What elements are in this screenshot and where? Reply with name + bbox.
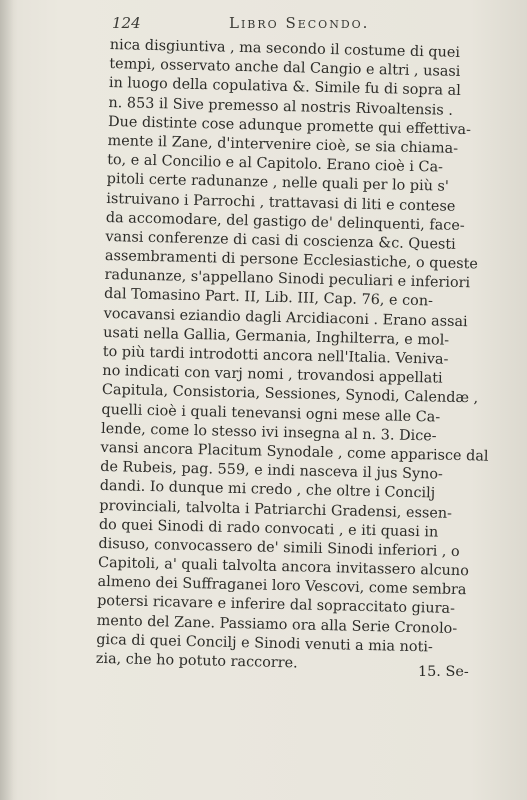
text-line: vocavansi eziandio dagli Arcidiaconi . Erano assai bbox=[103, 305, 468, 330]
text-line: mento del Zane. Passiamo ora alla Serie Cronolo- bbox=[96, 612, 458, 637]
text-line: dandi. Io dunque mi credo , che oltre i Concilj bbox=[99, 478, 436, 502]
text-line: in luogo della copulativa &. Simile fu di sopra al bbox=[108, 75, 461, 100]
running-header bbox=[112, 14, 432, 38]
text-line: mente il Zane, d'intervenire cioè, se sia chiama- bbox=[107, 132, 459, 157]
text-line: n. 853 il Sive premesso al nostris Rivoaltensis . bbox=[108, 94, 454, 119]
text-line: disuso, convocassero de' simili Sinodi inferiori , o bbox=[98, 535, 460, 560]
text-line: istruivano i Parrochi , trattavasi di liti e contese bbox=[106, 190, 456, 215]
text-line: de Rubeis, pag. 559, e indi nasceva il jus Syno- bbox=[100, 459, 444, 483]
running-title: Libro Secondo. bbox=[229, 14, 370, 32]
text-line: to più tardi introdotti ancora nell'Italia. Veniva- bbox=[102, 343, 449, 368]
text-line: do quei Sinodi di rado convocati , e iti quasi in bbox=[98, 516, 439, 541]
text-line: no indicati con varj nomi , trovandosi appellati bbox=[102, 363, 443, 387]
catchword: 15. Se- bbox=[418, 664, 469, 680]
text-line: Due distinte cose adunque promette qui effettiva- bbox=[107, 113, 472, 138]
text-line: quelli cioè i quali tenevansi ogni mese alle Ca- bbox=[101, 401, 441, 426]
text-line: lende, come lo stesso ivi insegna al n. 3. Dice- bbox=[100, 420, 437, 445]
text-line: dal Tomasino Part. II, Lib. III, Cap. 76, e con- bbox=[103, 286, 434, 310]
text-line: vansi ancora Placitum Synodale , come apparisce dal bbox=[100, 439, 489, 465]
text-line: gica di quei Concilj e Sinodi venuti a mia noti- bbox=[96, 631, 433, 656]
text-line: zia, che ho potuto raccorre. bbox=[95, 650, 298, 672]
text-line: to, e al Concilio e al Capitolo. Erano cioè i Ca- bbox=[107, 152, 444, 176]
text-line: tempi, osservato anche dal Cangio e altri , usasi bbox=[109, 56, 461, 81]
page-number: 124 bbox=[112, 14, 141, 32]
text-line: da accomodare, del gastigo de' delinquenti, face- bbox=[105, 209, 465, 234]
text-line: assembramenti di persone Ecclesiastiche, o queste bbox=[104, 248, 479, 273]
body-text bbox=[95, 36, 489, 677]
text-line: usati nella Gallia, Germania, Inghilterra, e mol- bbox=[103, 324, 450, 349]
text-line: provinciali, talvolta i Patriarchi Gradensi, essen- bbox=[99, 497, 453, 522]
text-line: Capitoli, a' quali talvolta ancora invitassero alcuno bbox=[97, 554, 470, 580]
text-line: Capitula, Consistoria, Sessiones, Synodi, Calendæ , bbox=[101, 382, 479, 407]
text-line: nica disgiuntiva , ma secondo il costume di quei bbox=[109, 36, 461, 61]
text-line: potersi ricavare e inferire dal sopraccitato giura- bbox=[96, 593, 456, 618]
text-line: radunanze, s'appellano Sinodi peculiari e inferiori bbox=[104, 267, 471, 292]
text-line: pitoli certe radunanze , nelle quali per lo più s' bbox=[106, 171, 450, 196]
text-line: vansi conferenze di casi di coscienza &c. Questi bbox=[105, 228, 456, 253]
text-line: almeno dei Suffraganei loro Vescovi, come sembra bbox=[97, 574, 467, 599]
